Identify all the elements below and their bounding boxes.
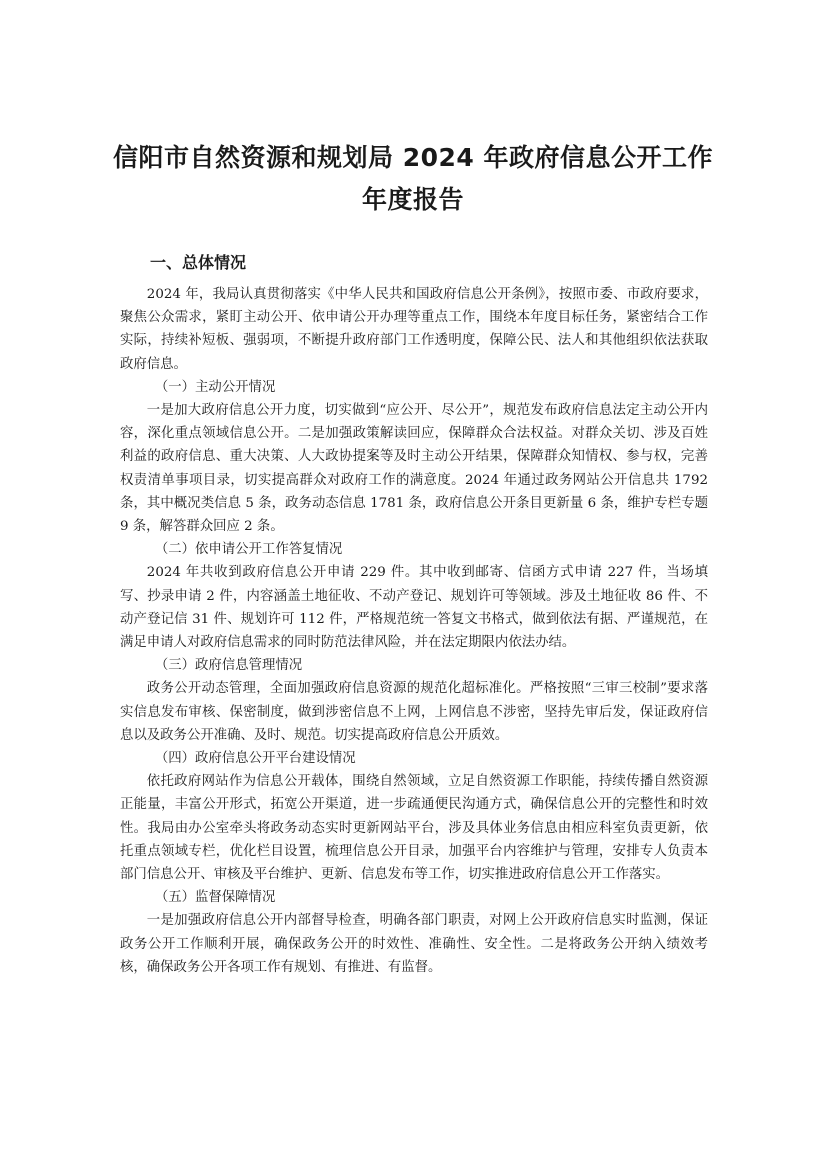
document-title-line2: 年度报告 [361,185,464,214]
subsection-heading-info-management: （三）政府信息管理情况 [154,658,303,674]
subsection-heading-supervision: （五）监督保障情况 [154,890,276,906]
document-body [120,283,708,979]
subsection-heading-platform: （四）政府信息公开平台建设情况 [154,751,356,767]
platform-paragraph: 依托政府网站作为信息公开载体，围绕自然领域，立足自然资源工作职能，持续传播自然资源正能量，丰富公开形式，拓宽公开渠道，进一步疏通便民沟通方式，确保信息公开的完整性和时效性。我局由办公室牵头将政务动态实时更新网站平台，涉及具体业务信息由相应科室负责更新，依托重点领域专栏，优化栏目设置，梳理信息公开目录，加强平台内容维护与管理，安排专人负责本部门信息公开、审核及平台维护、更新、信息发布等工作，切实推进政府信息公开工作落实。 [120,774,708,883]
application-reply-paragraph: 2024 年共收到政府信息公开申请 229 件。其中收到邮寄、信函方式申请 227 件，当场填写、抄录申请 2 件，内容涵盖土地征收、不动产登记、规划许可等领域。涉及土地征收 86 件、不动产登记信 31 件、规划许可 112 件，严格规范统一答复文书格式，做到依法有据、严谨规范，在满足申请人对政府信息需求的同时防范法律风险，并在法定期限内依法办结。 [120,565,708,651]
document-title-line1: 信阳市自然资源和规划局 2024 年政府信息公开工作 [113,143,713,172]
intro-paragraph: 2024 年，我局认真贯彻落实《中华人民共和国政府信息公开条例》，按照市委、市政府要求，聚焦公众需求，紧盯主动公开、依申请公开办理等重点工作，围绕本年度目标任务，紧密结合工作实际，持续补短板、强弱项，不断提升政府部门工作透明度，保障公民、法人和其他组织依法获取政府信息。 [120,287,708,372]
section-heading-overview: 一、总体情况 [150,253,247,272]
subsection-heading-application-reply: （二）依申请公开工作答复情况 [154,542,343,558]
active-disclosure-paragraph: 一是加大政府信息公开力度，切实做到“应公开、尽公开”，规范发布政府信息法定主动公开内容，深化重点领域信息公开。二是加强政策解读回应，保障群众合法权益。对群众关切、涉及百姓利益的政府信息、重大决策、人大政协提案等及时主动公开结果，保障群众知情权、参与权，完善权责清单事项目录，切实提高群众对政府工作的满意度。2024 年通过政务网站公开信息共 1792 条，其中概况类信息 5 条，政务动态信息 1781 条，政府信息公开条目更新量 6 条，维护专栏专题 9 条，解答群众回应 2 条。 [120,403,708,535]
supervision-paragraph: 一是加强政府信息公开内部督导检查，明确各部门职责，对网上公开政府信息实时监测，保证政务公开工作顺利开展，确保政务公开的时效性、准确性、安全性。二是将政务公开纳入绩效考核，确保政务公开各项工作有规划、有推进、有监督。 [120,913,708,975]
info-management-paragraph: 政务公开动态管理，全面加强政府信息资源的规范化超标准化。严格按照“三审三校制”要求落实信息发布审核、保密制度，做到涉密信息不上网，上网信息不涉密，坚持先审后发，保证政府信息以及政务公开准确、及时、规范。切实提高政府信息公开质效。 [120,681,708,743]
subsection-heading-active-disclosure: （一）主动公开情况 [154,379,276,395]
